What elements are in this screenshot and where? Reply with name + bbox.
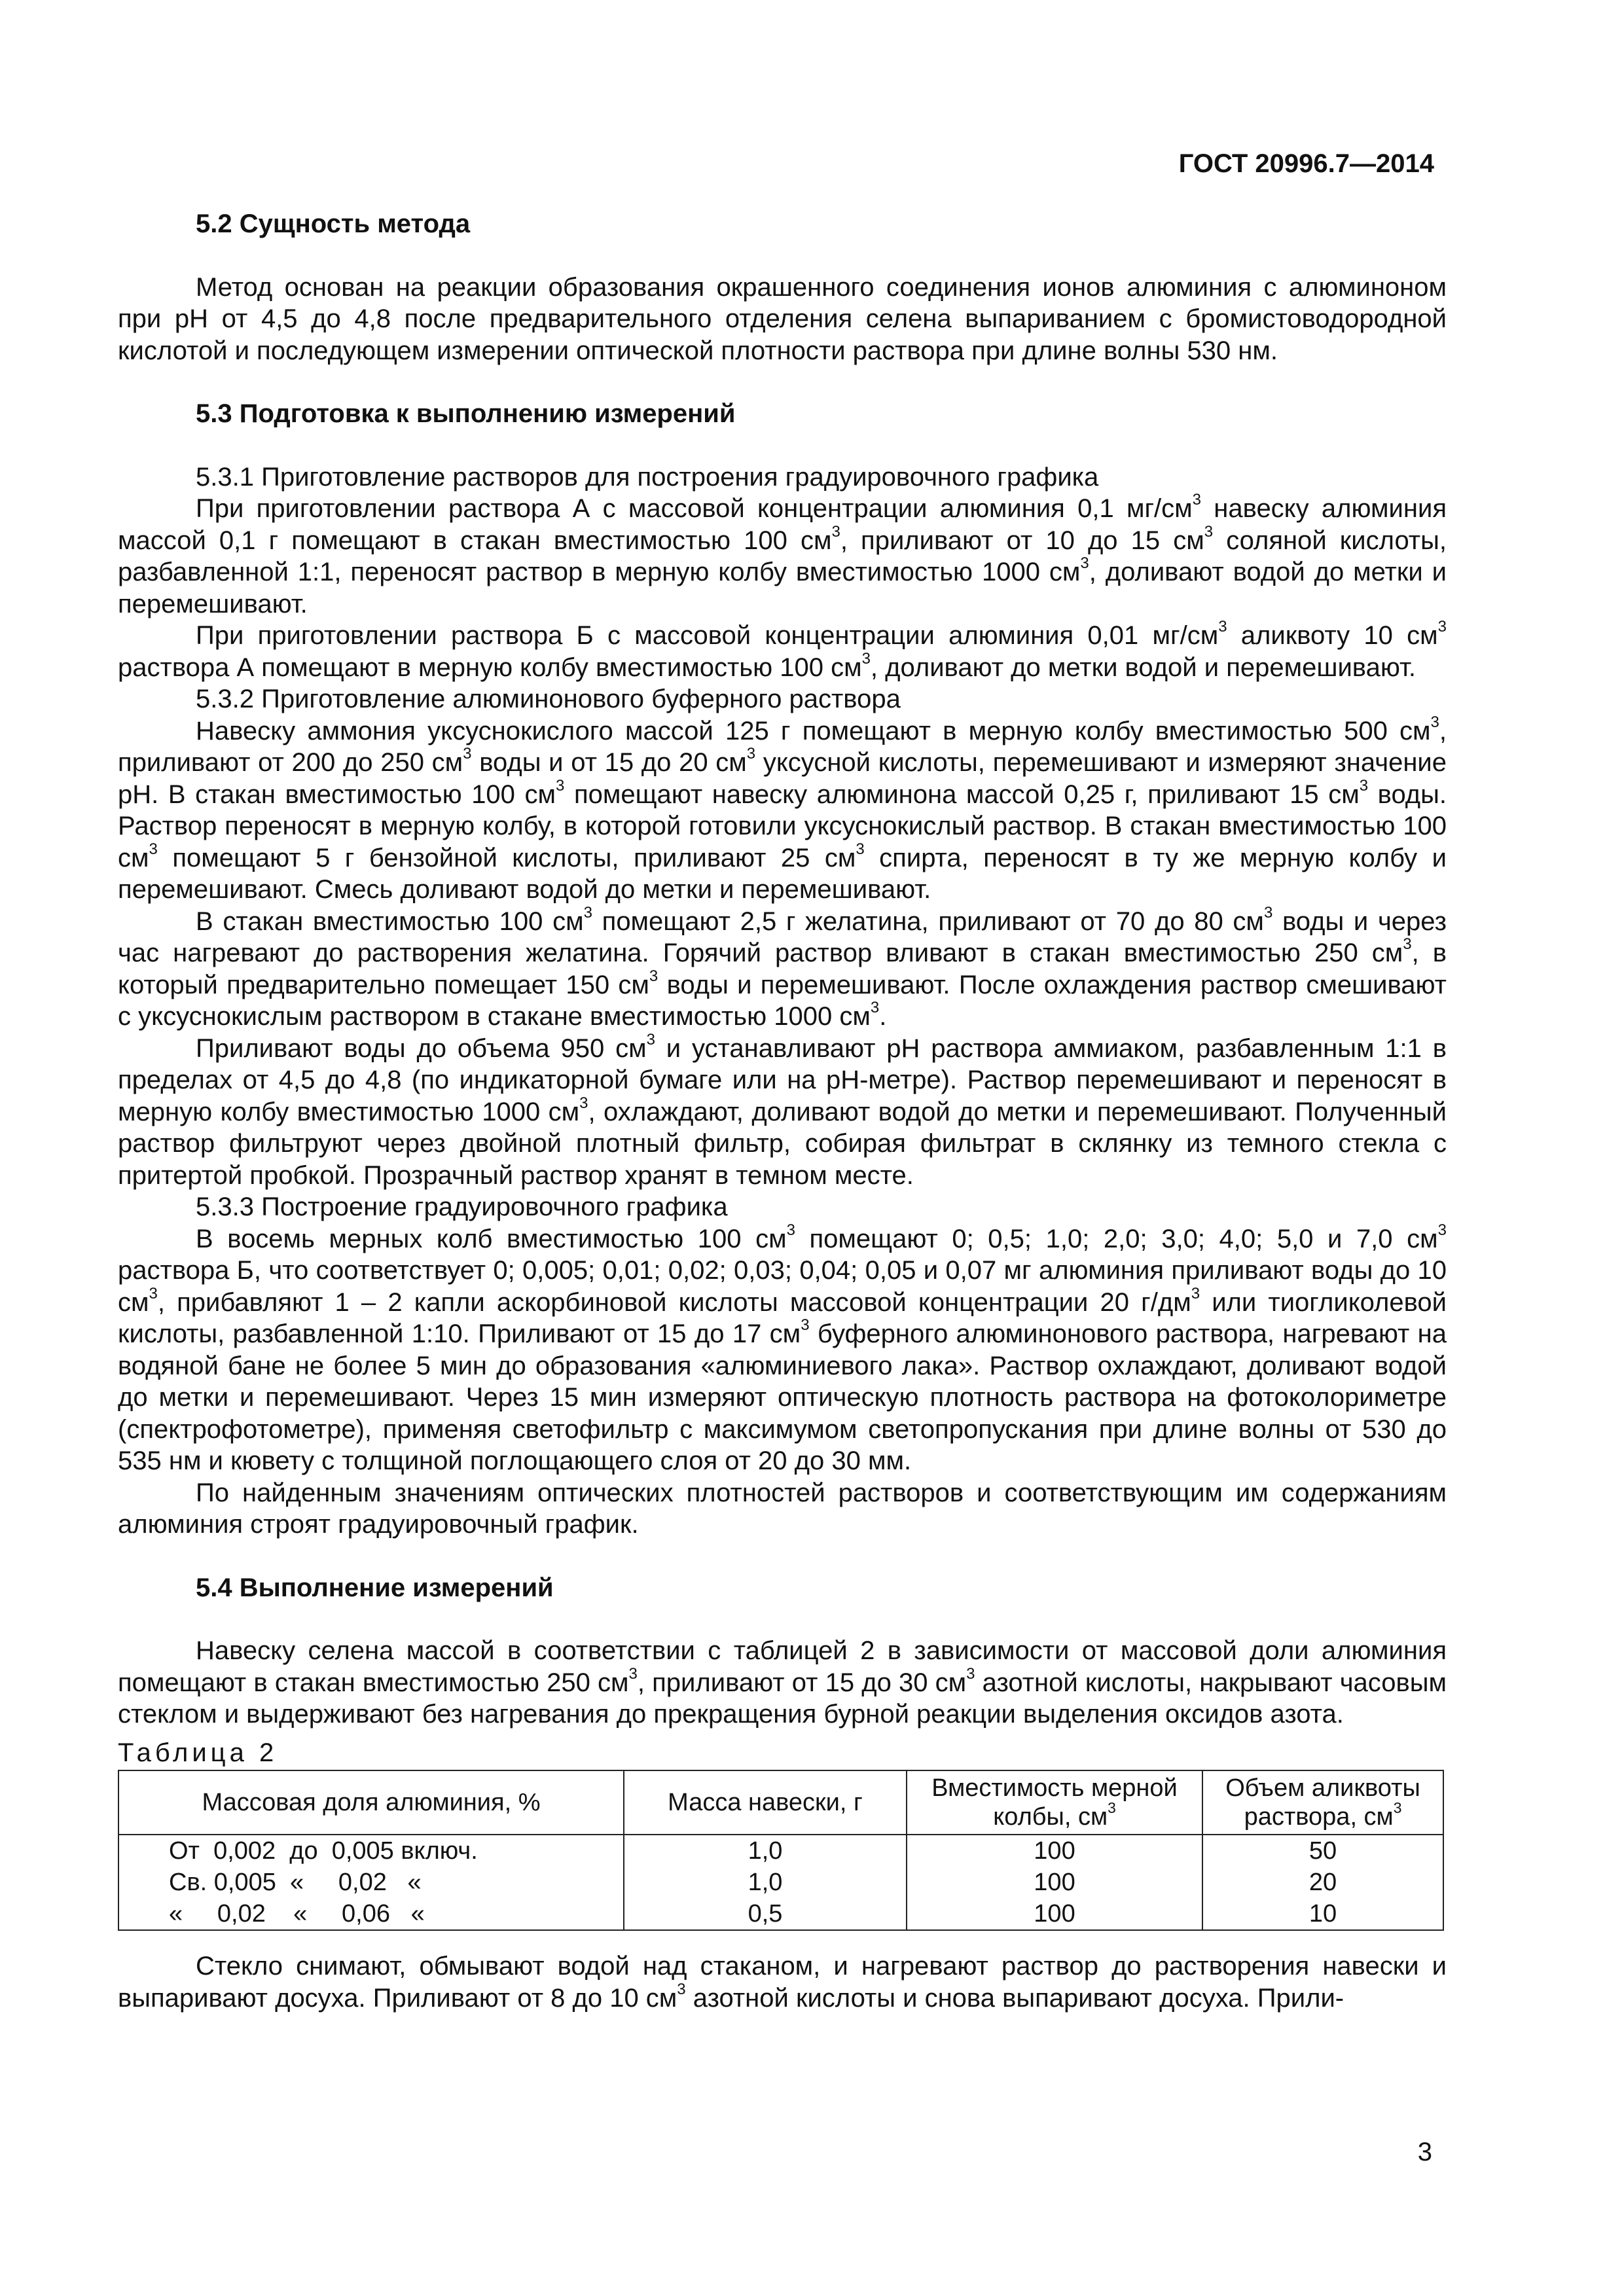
paragraph-solution-a: При приготовлении раствора А с массовой концентрации алюминия 0,1 $мг/см^3$ навеску алюминия массой 0,1 г помещают в стакан вместимостью 100 $см^3$, приливают от 10 до 15 $см^3$ соляной кислоты, разбавленной 1:1, переносят раствор в мерную колбу вместимостью 1000 $см^3$, доливают водой до метки и перемешивают. (118, 490, 1447, 619)
cell-range: « 0,02 « 0,06 « (118, 1898, 624, 1930)
cell-mass: 1,0 (624, 1867, 907, 1898)
page-number: 3 (1417, 2138, 1432, 2166)
table-header-row (118, 1770, 1443, 1835)
cell-aliquot: 20 (1202, 1867, 1443, 1898)
section-5-2-paragraph: Метод основан на реакции образования окрашенного соединения ионов алюминия с алюминоном при pH от 4,5 до 4,8 после предварительного отделения селена выпариванием с бромистоводородной кислотой и последующем измерении оптической плотности раствора при длине волны 530 нм. (118, 272, 1447, 365)
table-caption: Таблица 2 (118, 1738, 278, 1767)
cell-range: От 0,002 до 0,005 включ. (118, 1835, 624, 1867)
paragraph-solution-b: При приготовлении раствора Б с массовой концентрации алюминия 0,01 $мг/см^3$ аликвоту 10 $см^3$ раствора А помещают в мерную колбу вместимостью 100 $см^3$, доливают до метки водой и перемешивают. (118, 617, 1447, 682)
section-5-3-title: 5.3 Подготовка к выполнению измерений (196, 399, 736, 428)
table-row (118, 1898, 1443, 1930)
section-5-2-title: 5.2 Сущность метода (196, 209, 471, 238)
paragraph-gelatin: В стакан вместимостью 100 $см^3$ помещают 2,5 г желатина, приливают от 70 до 80 $см^3$ воды и через час нагревают до растворения желатина. Горячий раствор вливают в стакан вместимостью 250 $см^3$, в который предварительно помещает 150 $см^3$ воды и перемешивают. После охлаждения раствор смешивают с уксуснокислым раствором в стакане вместимостью 1000 $см^3$. (118, 903, 1447, 1031)
section-5-4-title: 5.4 Выполнение измерений (196, 1573, 554, 1602)
cell-mass: 0,5 (624, 1898, 907, 1930)
paragraph-calibration-graph: По найденным значениям оптических плотностей растворов и соответствующим им содержаниям алюминия строят градуировочный график. (118, 1478, 1447, 1539)
header-aluminum-fraction: Массовая доля алюминия, % (118, 1770, 624, 1835)
cell-flask: 100 (907, 1898, 1202, 1930)
cell-range: Св. 0,005 « 0,02 « (118, 1867, 624, 1898)
cell-mass: 1,0 (624, 1835, 907, 1867)
document-code-header: ГОСТ 20996.7—2014 (1178, 149, 1434, 178)
subsection-5-3-1-heading: 5.3.1 Приготовление растворов для построения градуировочного графика (196, 462, 1099, 492)
header-flask-volume: Вместимость мерной колбы, $см^3$ (907, 1770, 1202, 1835)
paragraph-buffer-preparation: Навеску аммония уксуснокислого массой 125 г помещают в мерную колбу вместимостью 500 $см^3$, приливают от 200 до 250 $см^3$ воды и от 15 до 20 $см^3$ уксусной кислоты, перемешивают и измеряют значение pH. В стакан вместимостью 100 $см^3$ помещают навеску алюминона массой 0,25 г, приливают 15 $см^3$ воды. Раствор переносят в мерную колбу, в которой готовили уксуснокислый раствор. В стакан вместимостью 100 $см^3$ помещают 5 г бензойной кислоты, приливают 25 $см^3$ спирта, переносят в ту же мерную колбу и перемешивают. Смесь доливают водой до метки и перемешивают. (118, 713, 1447, 904)
cell-flask: 100 (907, 1835, 1202, 1867)
header-aliquot-volume: Объем аликвоты раствора, $см^3$ (1202, 1770, 1443, 1835)
cell-aliquot: 50 (1202, 1835, 1443, 1867)
table-row (118, 1867, 1443, 1898)
paragraph-evaporation: Стекло снимают, обмывают водой над стаканом, и нагревают раствор до растворения навески и выпаривают досуха. Приливают от 8 до 10 $см^3$ азотной кислоты и снова выпаривают досуха. Прили- (118, 1952, 1447, 2013)
cell-aliquot: 10 (1202, 1898, 1443, 1930)
cell-flask: 100 (907, 1867, 1202, 1898)
paragraph-calibration: В восемь мерных колб вместимостью 100 $см^3$ помещают 0; 0,5; 1,0; 2,0; 3,0; 4,0; 5,0 и 7,0 $см^3$ раствора Б, что соответствует 0; 0,005; 0,01; 0,02; 0,03; 0,04; 0,05 и 0,07 мг алюминия приливают воды до 10 $см^3$, прибавляют 1 – 2 капли аскорбиновой кислоты массовой концентрации 20 $г/дм^3$ или тиогликолевой кислоты, разбавленной 1:10. Приливают от 15 до 17 $см^3$ буферного алюминонового раствора, нагревают на водяной бане не более 5 мин до образования «алюминиевого лака». Раствор охлаждают, доливают водой до метки и перемешивают. Через 15 мин измеряют оптическую плотность раствора на фотоколориметре (спектрофотометре), применяя светофильтр с максимумом светопропускания при длине волны от 530 до 535 нм и кювету с толщиной поглощающего слоя от 20 до 30 мм. (118, 1221, 1447, 1475)
paragraph-ph-adjustment: Приливают воды до объема 950 $см^3$ и устанавливают pH раствора аммиаком, разбавленным 1:1 в пределах от 4,5 до 4,8 (по индикаторной бумаге или на pH-метре). Раствор перемешивают и переносят в мерную колбу вместимостью 1000 $см^3$, охлаждают, доливают водой до метки и перемешивают. Полученный раствор фильтруют через двойной плотный фильтр, собирая фильтрат в склянку из темного стекла с притертой пробкой. Прозрачный раствор хранят в темном месте. (118, 1030, 1447, 1190)
subsection-5-3-3-heading: 5.3.3 Построение градуировочного графика (196, 1193, 728, 1221)
table-2 (118, 1770, 1444, 1931)
document-body (118, 208, 1447, 2014)
paragraph-measurement: Навеску селена массой в соответствии с таблицей 2 в зависимости от массовой доли алюминия помещают в стакан вместимостью 250 $см^3$, приливают от 15 до 30 $см^3$ азотной кислоты, накрывают часовым стеклом и выдерживают без нагревания до прекращения бурной реакции выделения оксидов азота. (118, 1636, 1447, 1729)
table-row (118, 1835, 1443, 1867)
header-sample-mass: Масса навески, г (624, 1770, 907, 1835)
subsection-5-3-2-heading: 5.3.2 Приготовление алюминонового буферного раствора (196, 685, 901, 713)
